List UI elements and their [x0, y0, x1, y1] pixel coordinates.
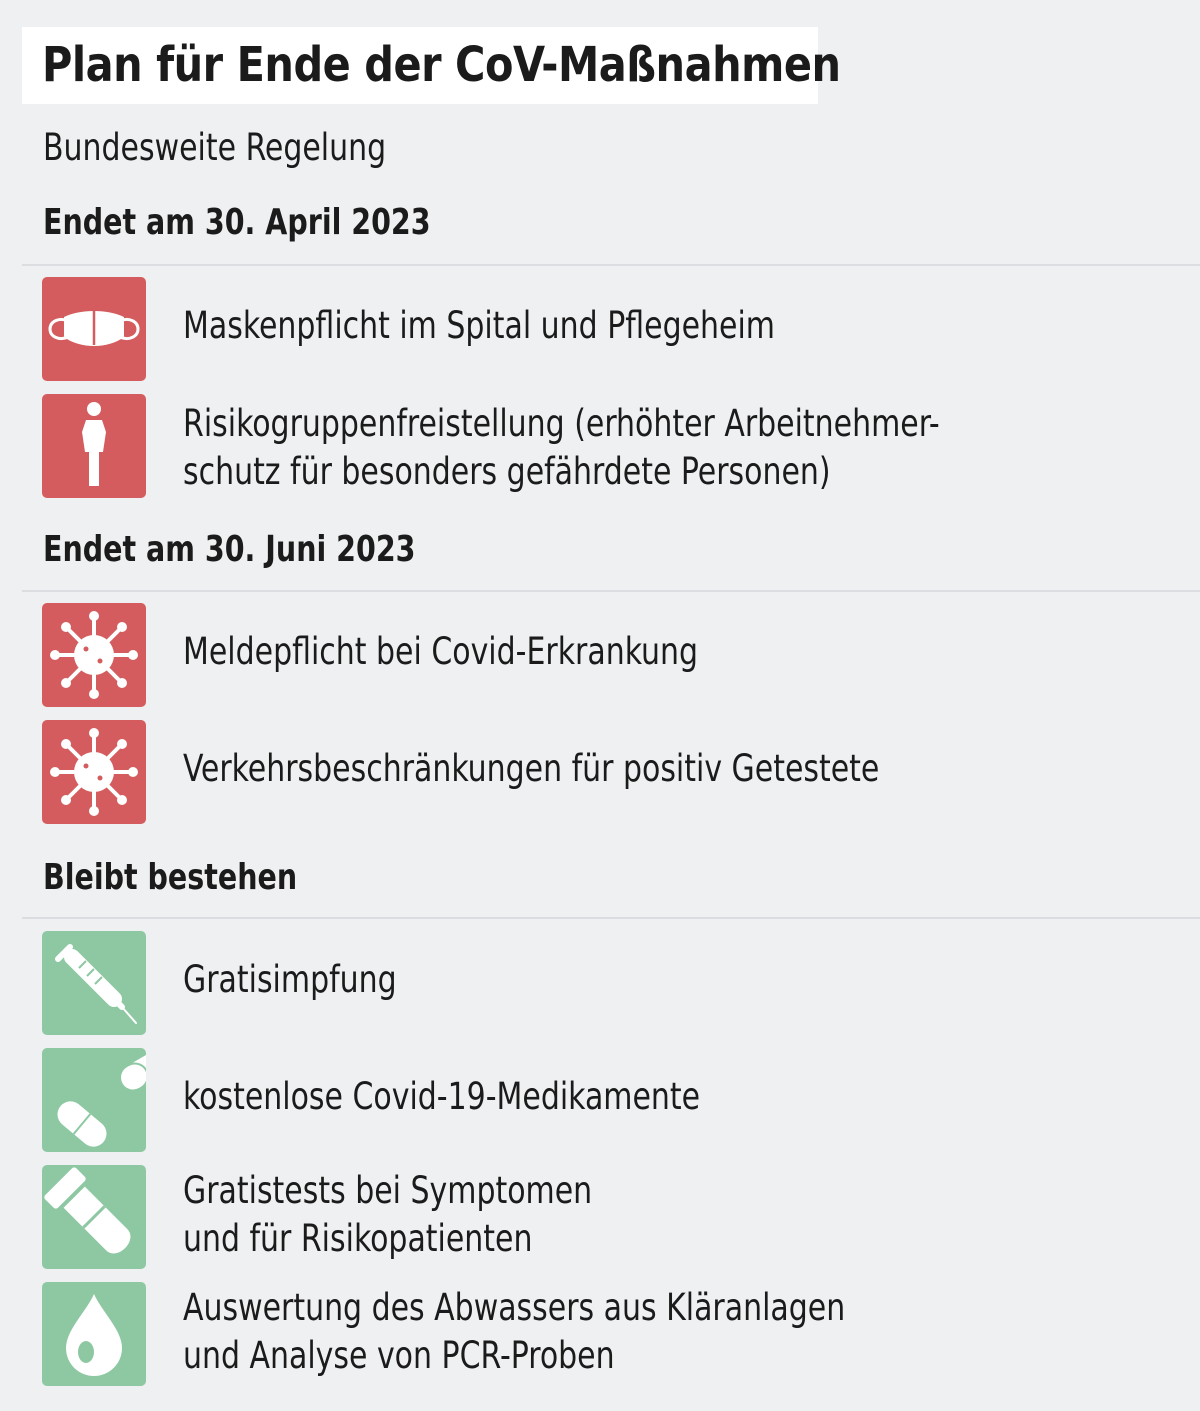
divider: [22, 917, 1200, 919]
virus-icon: [42, 720, 146, 824]
test-tube-icon: [42, 1165, 146, 1269]
page-title: Plan für Ende der CoV-Maßnahmen: [42, 37, 841, 93]
pills-icon: [42, 1048, 146, 1152]
section-heading-april: Endet am 30. April 2023: [43, 202, 431, 243]
subtitle: Bundesweite Regelung: [43, 126, 387, 169]
section-heading-june: Endet am 30. Juni 2023: [43, 529, 416, 570]
item-text-reporting: Meldepflicht bei Covid-Erkrankung: [183, 630, 699, 673]
divider: [22, 590, 1200, 592]
section-heading-remains: Bleibt bestehen: [43, 857, 298, 898]
item-text-vaccination: Gratisimpfung: [183, 958, 397, 1001]
title-box: [22, 27, 841, 104]
person-icon: [42, 394, 146, 498]
item-text-mask: Maskenpflicht im Spital und Pflegeheim: [183, 304, 775, 347]
item-text-traffic: Verkehrsbeschränkungen für positiv Getestete: [183, 747, 880, 790]
item-text-wastewater: Auswertung des Abwassers aus Kläranlagen und Analyse von PCR-Proben: [183, 1286, 846, 1377]
mask-icon: [42, 277, 146, 381]
item-text-medication: kostenlose Covid-19-Medikamente: [183, 1075, 701, 1118]
item-text-tests: Gratistests bei Symptomen und für Risikopatienten: [183, 1169, 593, 1260]
virus-icon: [42, 603, 146, 707]
syringe-icon: [42, 931, 146, 1035]
item-text-risk-group: Risikogruppenfreistellung (erhöhter Arbeitnehmer- schutz für besonders gefährdete Personen): [183, 402, 940, 493]
divider: [22, 264, 1200, 266]
water-drop-icon: [42, 1282, 146, 1386]
